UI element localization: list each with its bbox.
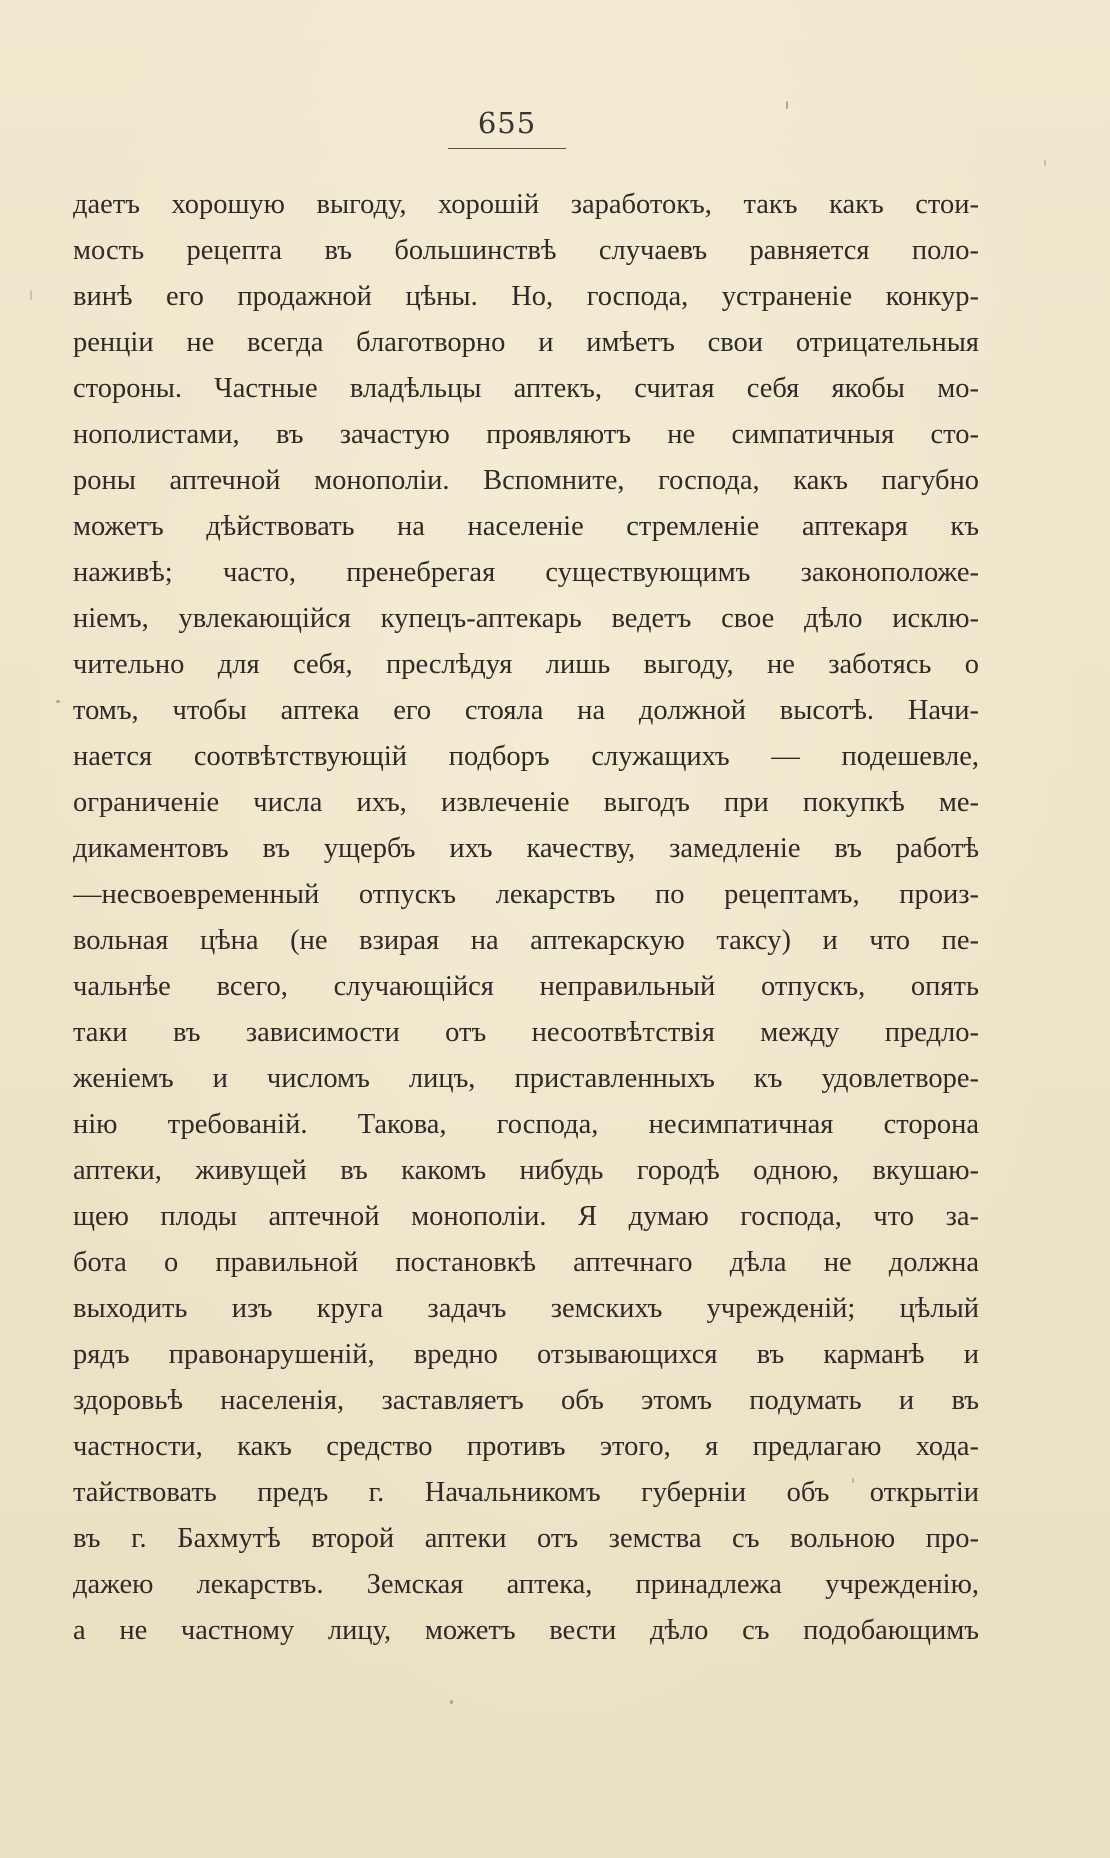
text-line: а не частному лицу, можетъ вести дѣло съ подобающимъ [73,1615,979,1646]
text-line: бота о правильной постановкѣ аптечнаго дѣла не должна [73,1247,979,1278]
text-line: нiю требованiй. Такова, господа, несимпатичная сторона [73,1109,979,1140]
text-line: щею плоды аптечной монополiи. Я думаю господа, что за- [73,1201,979,1232]
paper-speck [30,290,32,300]
text-line: стороны. Частные владѣльцы аптекъ, считая себя якобы мо- [73,373,979,404]
text-line: мость рецепта въ большинствѣ случаевъ равняется поло- [73,235,979,266]
text-line: выходить изъ круга задачъ земскихъ учрежденiй; цѣлый [73,1293,979,1324]
text-line: нополистами, въ зачастую проявляютъ не симпатичныя сто- [73,419,979,450]
text-line: даетъ хорошую выгоду, хорошiй заработокъ, такъ какъ стои- [73,189,979,220]
text-line: томъ, чтобы аптека его стояла на должной высотѣ. Начи- [73,695,979,726]
paper-speck [786,101,788,109]
text-line: здоровьѣ населенiя, заставляетъ объ этомъ подумать и въ [73,1385,979,1416]
text-line: чальнѣе всего, случающiйся неправильный отпускъ, опять [73,971,979,1002]
body-text [73,182,979,1654]
text-line: роны аптечной монополiи. Вспомните, господа, какъ пагубно [73,465,979,496]
page-number-container [448,106,566,140]
text-line: ограниченiе числа ихъ, извлеченiе выгодъ при покупкѣ ме- [73,787,979,818]
text-line: наживѣ; часто, пренебрегая существующимъ законоположе- [73,557,979,588]
text-line: ренцiи не всегда благотворно и имѣетъ свои отрицательныя [73,327,979,358]
paper-speck [56,700,60,703]
text-line: винѣ его продажной цѣны. Но, господа, устраненiе конкур- [73,281,979,312]
text-line: въ г. Бахмутѣ второй аптеки отъ земства съ вольною про- [73,1523,979,1554]
text-line: чительно для себя, преслѣдуя лишь выгоду, не заботясь о [73,649,979,680]
text-line: дажею лекарствъ. Земская аптека, принадлежа учрежденiю, [73,1569,979,1600]
paper-speck [852,1478,854,1483]
text-line: частности, какъ средство противъ этого, я предлагаю хода- [73,1431,979,1462]
text-line: нается соотвѣтствующiй подборъ служащихъ — подешевле, [73,741,979,772]
text-line: нiемъ, увлекающiйся купецъ-аптекарь ведетъ свое дѣло исклю- [73,603,979,634]
text-line: дикаментовъ въ ущербъ ихъ качеству, замедленiе въ работѣ [73,833,979,864]
page-number: 655 [477,106,537,140]
text-line: рядъ правонарушенiй, вредно отзывающихся въ карманѣ и [73,1339,979,1370]
text-line: можетъ дѣйствовать на населенiе стремленiе аптекаря къ [73,511,979,542]
text-line: аптеки, живущей въ какомъ нибудь городѣ одною, вкушаю- [73,1155,979,1186]
text-line: тайствовать предъ г. Начальникомъ губернiи объ открытiи [73,1477,979,1508]
paper-speck [1044,160,1046,166]
page-number-underline [448,148,566,149]
paper-speck [450,1700,453,1704]
text-line: —несвоевременный отпускъ лекарствъ по рецептамъ, произ- [73,879,979,910]
text-line: вольная цѣна (не взирая на аптекарскую таксу) и что пе- [73,925,979,956]
text-line: женiемъ и числомъ лицъ, приставленныхъ къ удовлетворе- [73,1063,979,1094]
text-line: таки въ зависимости отъ несоотвѣтствiя между предло- [73,1017,979,1048]
